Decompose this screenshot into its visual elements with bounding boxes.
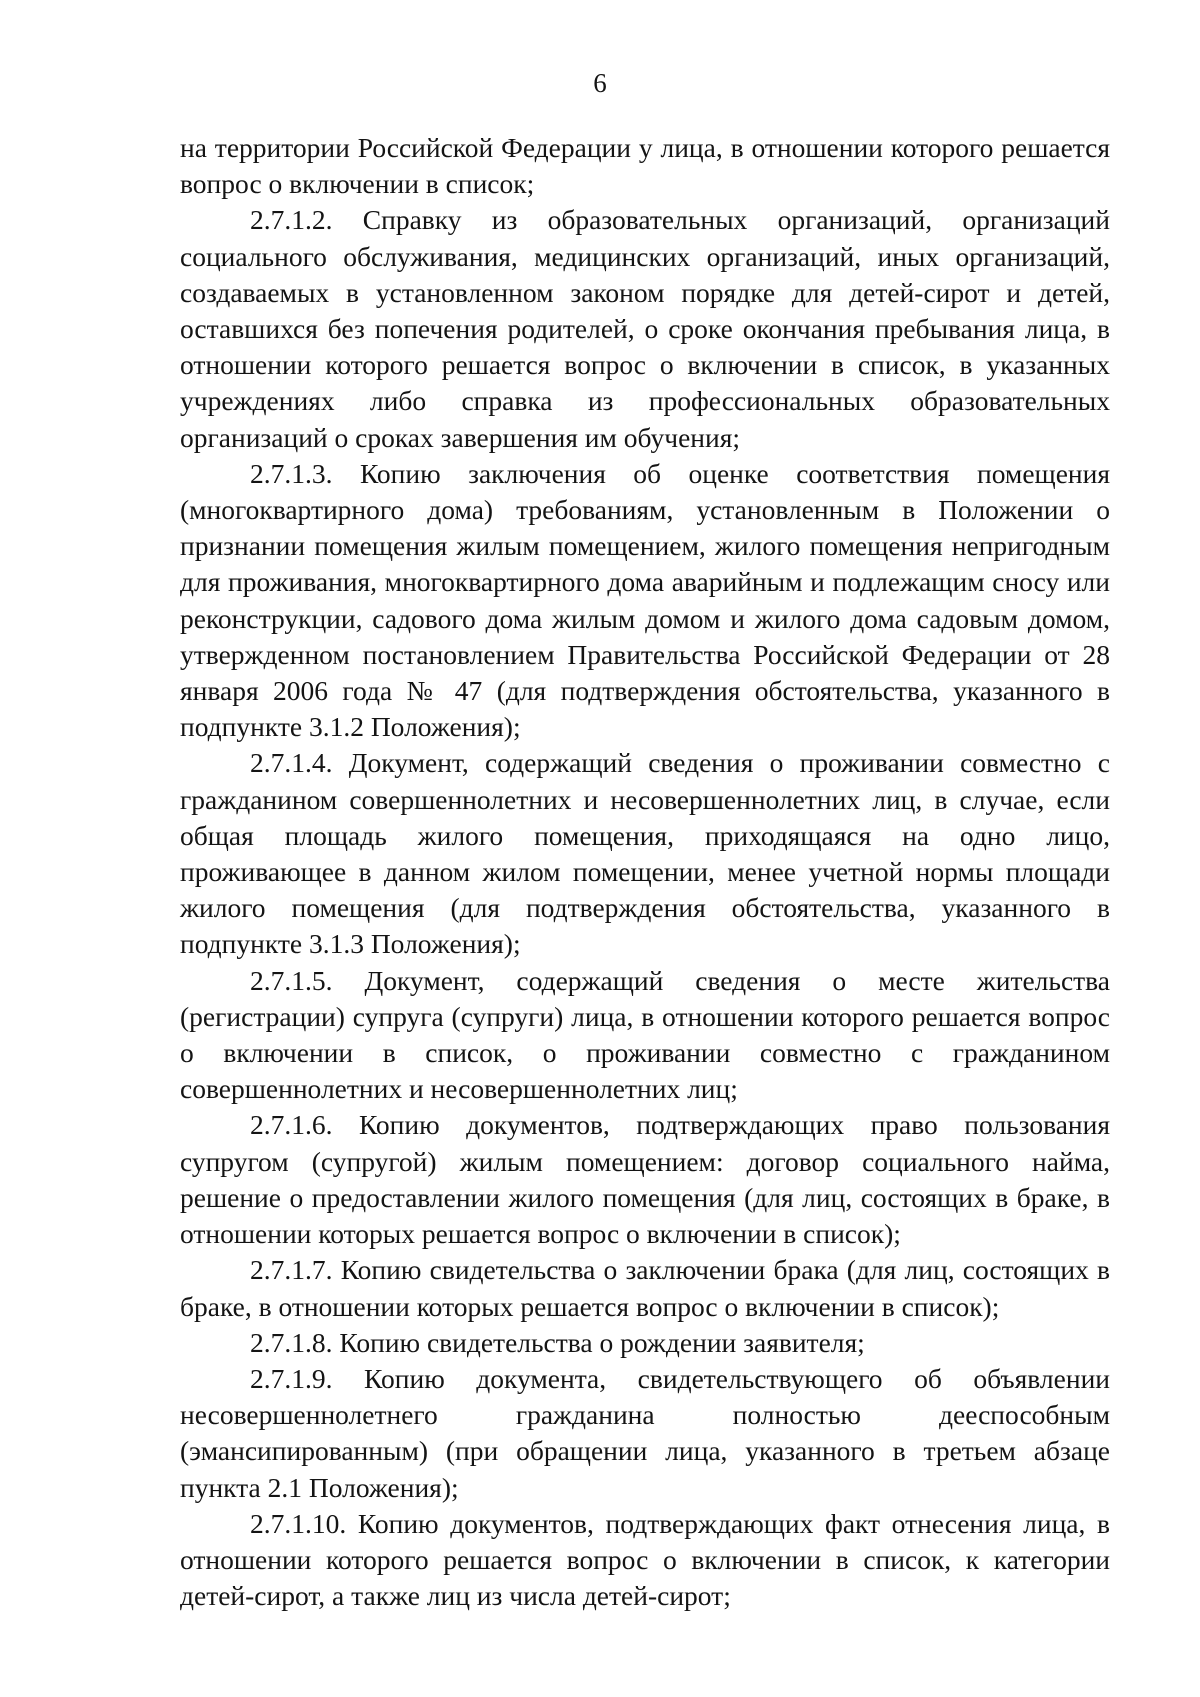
paragraph-2-7-1-2: 2.7.1.2. Справку из образовательных организаций, организаций социального обслуживания, медицинских организаций, иных организаций, создаваемых в установленном законом порядке для детей-сирот и детей, оставшихся без попечения родителей, о сроке окончания пребывания лица, в отношении которого решается вопрос о включении в список, в указанных учреждениях либо справка из профессиональных образовательных организаций о сроках завершения им обучения; <box>180 204 1110 453</box>
paragraph-2-7-1-6: 2.7.1.6. Копию документов, подтверждающих право пользования супругом (супругой) жилым помещением: договор социального найма, решение о предоставлении жилого помещения (для лиц, состоящих в браке, в отношении которых решается вопрос о включении в список); <box>180 1109 1110 1250</box>
document-body <box>180 130 1110 1614</box>
paragraph-2-7-1-3: 2.7.1.3. Копию заключения об оценке соответствия помещения (многоквартирного дома) требованиям, установленным в Положении о признании помещения жилым помещением, жилого помещения непригодным для проживания, многоквартирного дома аварийным и подлежащим сносу или реконструкции, садового дома жилым домом и жилого дома садовым домом, утвержденном постановлением Правительства Российской Федерации от 28 января 2006 года № 47 (для подтверждения обстоятельства, указанного в подпункте 3.1.2 Положения); <box>180 457 1110 743</box>
paragraph-2-7-1-5: 2.7.1.5. Документ, содержащий сведения о месте жительства (регистрации) супруга (супруги) лица, в отношении которого решается вопрос о включении в список, о проживании совместно с гражданином совершеннолетних и несовершеннолетних лиц; <box>180 964 1110 1105</box>
paragraph-2-7-1-8: 2.7.1.8. Копию свидетельства о рождении заявителя; <box>250 1326 865 1358</box>
page-number: 6 <box>593 68 607 98</box>
paragraph-2-7-1-10: 2.7.1.10. Копию документов, подтверждающих факт отнесения лица, в отношении которого решается вопрос о включении в список, к категории детей-сирот, а также лиц из числа детей-сирот; <box>180 1507 1110 1612</box>
paragraph-2-7-1-7: 2.7.1.7. Копию свидетельства о заключении брака (для лиц, состоящих в браке, в отношении которых решается вопрос о включении в список); <box>180 1254 1110 1322</box>
paragraph-2-7-1-4: 2.7.1.4. Документ, содержащий сведения о проживании совместно с гражданином совершеннолетних и несовершеннолетних лиц, в случае, если общая площадь жилого помещения, приходящаяся на одно лицо, проживающее в данном жилом помещении, менее учетной нормы площади жилого помещения (для подтверждения обстоятельства, указанного в подпункте 3.1.3 Положения); <box>180 747 1110 960</box>
paragraph-2-7-1-9: 2.7.1.9. Копию документа, свидетельствующего об объявлении несовершеннолетнего гражданина полностью дееспособным (эмансипированным) (при обращении лица, указанного в третьем абзаце пункта 2.1 Положения); <box>180 1362 1110 1503</box>
paragraph-continuation: на территории Российской Федерации у лица, в отношении которого решается вопрос о включении в список; <box>180 132 1110 200</box>
